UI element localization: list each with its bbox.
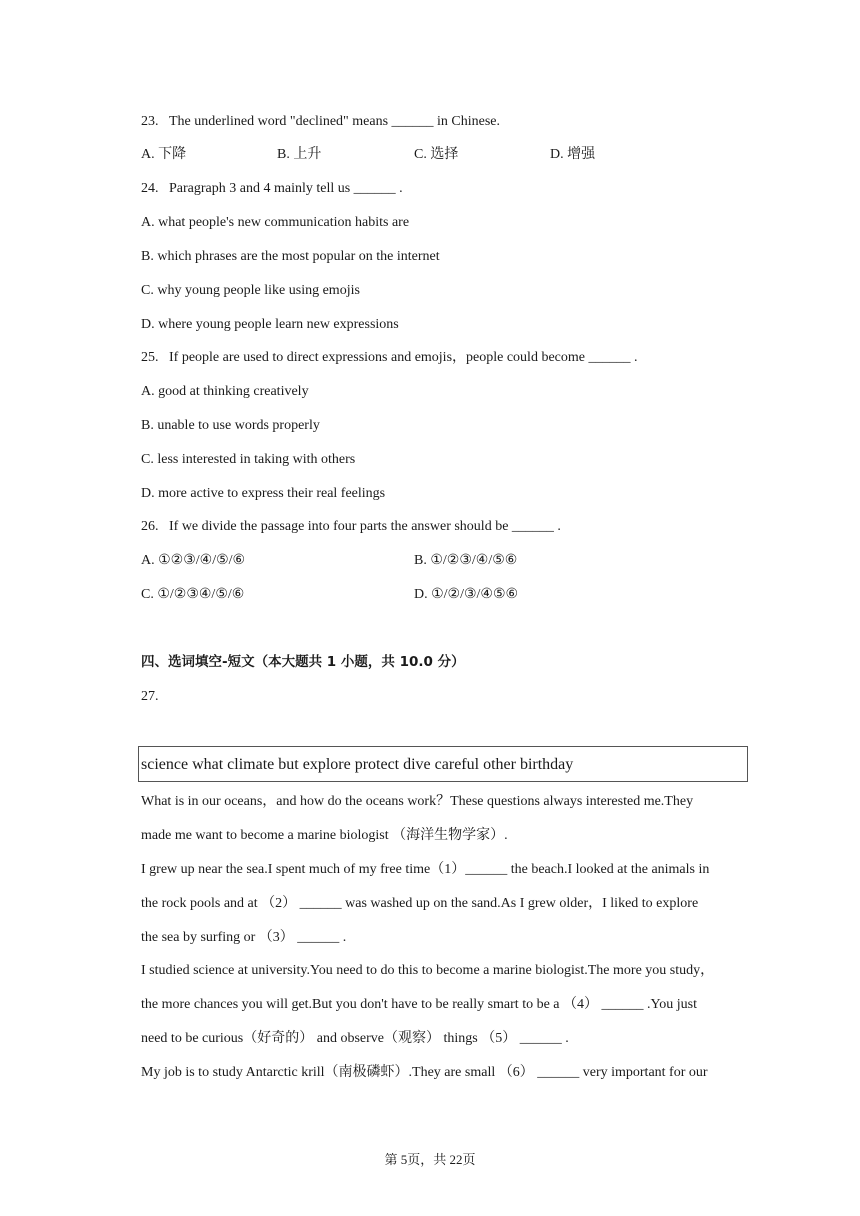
question-26-options-row-2 (141, 586, 761, 604)
passage-line: My job is to study Antarctic krill（南极磷虾）.They are small （6） ______ very important for our (141, 1065, 708, 1080)
option-c: C. why young people like using emojis (141, 283, 360, 298)
section-heading: 四、选词填空-短文（本大题共 1 小题，共 10.0 分） (141, 654, 465, 670)
passage-line: made me want to become a marine biologist （海洋生物学家）. (141, 828, 508, 843)
passage-line: the sea by surfing or （3） ______ . (141, 930, 347, 945)
option-d: D. where young people learn new expressions (141, 317, 399, 332)
option-c: C. 选择 (414, 147, 459, 162)
option-b: B. 上升 (277, 147, 322, 162)
question-25-stem: 25. If people are used to direct expressions and emojis，people could become ______ . (141, 350, 638, 365)
option-d: D. ①/②/③/④⑤⑥ (414, 587, 519, 602)
question-26-stem: 26. If we divide the passage into four parts the answer should be ______ . (141, 519, 561, 534)
passage-line: need to be curious（好奇的） and observe（观察） things （5） ______ . (141, 1031, 569, 1046)
option-d: D. more active to express their real feelings (141, 486, 386, 501)
option-a: A. 下降 (141, 147, 187, 162)
question-24-stem: 24. Paragraph 3 and 4 mainly tell us ______ . (141, 181, 403, 196)
option-b: B. unable to use words properly (141, 418, 320, 433)
passage-line: the rock pools and at （2） ______ was washed up on the sand.As I grew older，I liked to explore (141, 896, 699, 911)
question-23-options (141, 146, 761, 164)
option-c: C. ①/②③④/⑤/⑥ (141, 587, 245, 602)
word-bank-box: science what climate but explore protect dive careful other birthday (138, 746, 748, 782)
question-number: 27. (141, 689, 159, 704)
question-26-options-row-1 (141, 552, 761, 570)
passage-line: I studied science at university.You need to do this to become a marine biologist.The more you study， (141, 963, 715, 978)
option-a: A. ①②③/④/⑤/⑥ (141, 553, 246, 568)
option-a: A. good at thinking creatively (141, 384, 309, 399)
option-b: B. which phrases are the most popular on the internet (141, 249, 440, 264)
question-23-stem: 23. The underlined word "declined" means ______ in Chinese. (141, 114, 501, 129)
passage-line: the more chances you will get.But you don't have to be really smart to be a （4） ______ .You just (141, 997, 697, 1012)
option-b: B. ①/②③/④/⑤⑥ (414, 553, 518, 568)
page-footer: 第 5页，共 22页 (384, 1152, 476, 1167)
option-d: D. 增强 (550, 147, 596, 162)
option-a: A. what people's new communication habits are (141, 215, 410, 230)
option-c: C. less interested in taking with others (141, 452, 356, 467)
passage-line: What is in our oceans，and how do the oceans work？These questions always interested me.They (141, 794, 694, 809)
passage-line: I grew up near the sea.I spent much of my free time（1）______ the beach.I looked at the animals in (141, 862, 710, 877)
